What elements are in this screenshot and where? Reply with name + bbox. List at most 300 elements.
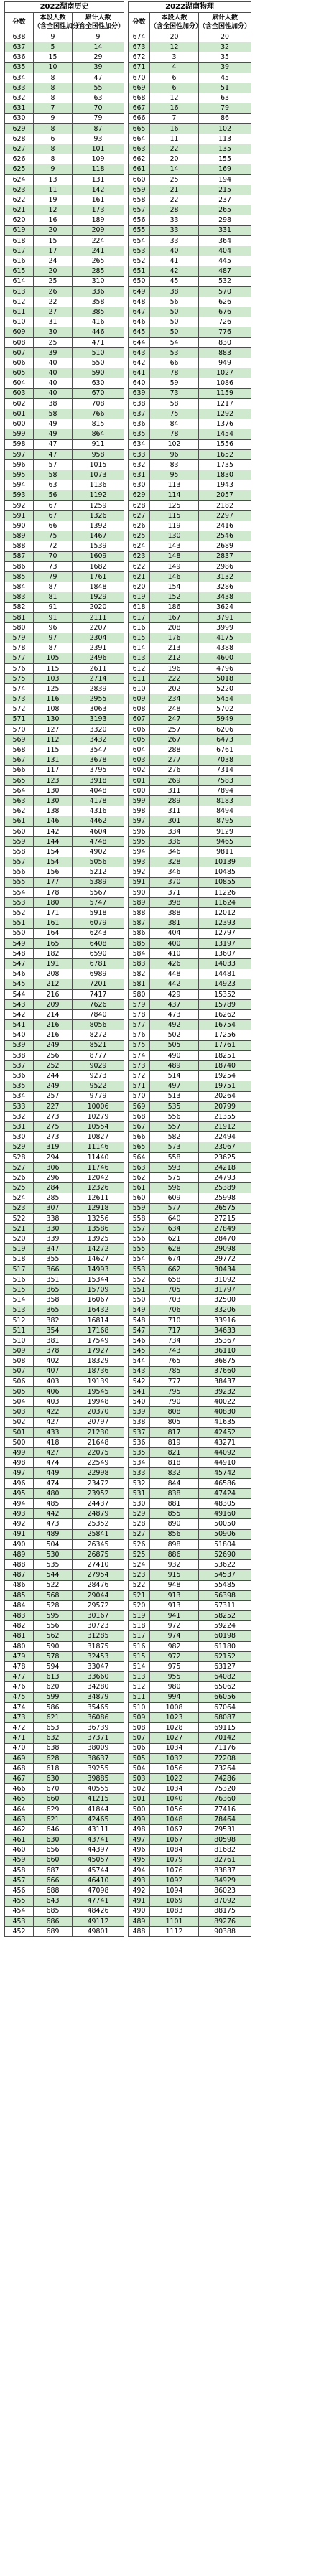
physics-score-cell: 535: [129, 1448, 150, 1458]
history-count-cell: 474: [34, 1478, 73, 1488]
history-score-cell: 583: [5, 592, 34, 602]
right-margin: [251, 785, 330, 795]
right-margin: [251, 592, 330, 602]
physics-score-cell: 519: [129, 1611, 150, 1621]
table-row: [5, 276, 330, 286]
history-cum-cell: 30167: [73, 1611, 124, 1621]
history-cum-cell: 42465: [73, 1814, 124, 1824]
physics-cum-cell: 81682: [199, 1845, 251, 1855]
right-margin: [251, 1814, 330, 1824]
physics-score-cell: 626: [129, 521, 150, 531]
physics-cum-cell: 39: [199, 62, 251, 73]
history-cum-cell: 7626: [73, 999, 124, 1009]
physics-count-cell: 16: [150, 103, 199, 113]
right-margin: [251, 826, 330, 836]
history-count-cell: 57: [34, 459, 73, 470]
physics-count-cell: 490: [150, 1050, 199, 1060]
history-count-cell: 146: [34, 816, 73, 826]
right-margin: [251, 368, 330, 378]
history-count-cell: 442: [34, 1509, 73, 1519]
physics-count-cell: 4: [150, 62, 199, 73]
physics-count-cell: 289: [150, 796, 199, 806]
physics-count-cell: 706: [150, 1305, 199, 1315]
physics-count-cell: 73: [150, 388, 199, 398]
history-count-cell: 227: [34, 1101, 73, 1111]
right-margin: [251, 714, 330, 724]
history-count-cell: 427: [34, 1417, 73, 1427]
table-row: [5, 225, 330, 235]
physics-cum-cell: 20799: [199, 1101, 251, 1111]
history-score-cell: 622: [5, 195, 34, 205]
history-score-cell: 606: [5, 358, 34, 368]
table-row: [5, 551, 330, 561]
physics-score-cell: 488: [129, 1926, 150, 1936]
history-count-cell: 25: [34, 276, 73, 286]
score-rows: [5, 32, 330, 1937]
history-cum-cell: 815: [73, 419, 124, 429]
history-count-cell: 638: [34, 1743, 73, 1753]
physics-score-cell: 665: [129, 123, 150, 134]
history-cum-cell: 2304: [73, 633, 124, 643]
physics-cum-cell: 532: [199, 276, 251, 286]
physics-count-cell: 972: [150, 1651, 199, 1661]
history-count-cell: 20: [34, 266, 73, 276]
physics-score-cell: 597: [129, 816, 150, 826]
physics-score-cell: 646: [129, 317, 150, 327]
right-margin: [251, 1855, 330, 1865]
history-cum-cell: 20370: [73, 1407, 124, 1417]
history-score-cell: 550: [5, 928, 34, 938]
history-cum-cell: 6989: [73, 969, 124, 979]
history-score-cell: 537: [5, 1060, 34, 1070]
physics-score-cell: 666: [129, 113, 150, 123]
history-cum-cell: 1467: [73, 531, 124, 541]
table-row: [5, 235, 330, 246]
physics-score-cell: 513: [129, 1672, 150, 1682]
right-margin: [251, 1560, 330, 1570]
physics-cum-cell: 2182: [199, 500, 251, 510]
history-score-cell: 526: [5, 1173, 34, 1183]
physics-count-cell: 152: [150, 592, 199, 602]
physics-cum-cell: 570: [199, 286, 251, 297]
history-cum-cell: 15344: [73, 1274, 124, 1284]
right-margin: [251, 633, 330, 643]
right-margin: [251, 531, 330, 541]
physics-cum-cell: 40830: [199, 1407, 251, 1417]
history-count-cell: 40: [34, 378, 73, 388]
history-count-cell: 38: [34, 398, 73, 409]
physics-score-cell: 504: [129, 1763, 150, 1773]
physics-count-cell: 941: [150, 1611, 199, 1621]
history-count-cell: 208: [34, 969, 73, 979]
right-margin: [251, 1763, 330, 1773]
history-score-cell: 527: [5, 1162, 34, 1172]
physics-cum-cell: 2689: [199, 541, 251, 551]
history-score-cell: 568: [5, 745, 34, 755]
history-cum-cell: 29044: [73, 1590, 124, 1600]
history-score-cell: 472: [5, 1723, 34, 1733]
table-row: [5, 337, 330, 347]
physics-count-cell: 505: [150, 1040, 199, 1050]
physics-cum-cell: 8494: [199, 806, 251, 816]
right-margin: [251, 419, 330, 429]
physics-score-cell: 495: [129, 1855, 150, 1865]
physics-count-cell: 346: [150, 847, 199, 857]
physics-count-cell: 119: [150, 521, 199, 531]
physics-count-cell: 821: [150, 1448, 199, 1458]
history-count-cell: 646: [34, 1825, 73, 1835]
right-margin: [251, 1010, 330, 1020]
history-count-cell: 613: [34, 1672, 73, 1682]
history-score-cell: 456: [5, 1886, 34, 1896]
physics-count-cell: 143: [150, 541, 199, 551]
right-margin: [251, 2, 330, 13]
physics-cum-cell: 14481: [199, 969, 251, 979]
history-score-cell: 553: [5, 897, 34, 907]
physics-count-cell: 705: [150, 1285, 199, 1295]
physics-score-cell: 510: [129, 1702, 150, 1712]
right-margin: [251, 1784, 330, 1794]
history-score-cell: 599: [5, 429, 34, 439]
history-score-cell: 482: [5, 1621, 34, 1631]
history-count-cell: 666: [34, 1875, 73, 1885]
history-cum-cell: 29: [73, 52, 124, 62]
physics-score-cell: 633: [129, 449, 150, 459]
history-count-cell: 628: [34, 1753, 73, 1763]
history-cum-cell: 41215: [73, 1794, 124, 1804]
physics-score-cell: 516: [129, 1641, 150, 1651]
history-score-cell: 545: [5, 979, 34, 989]
physics-cum-cell: 135: [199, 144, 251, 154]
physics-score-cell: 629: [129, 490, 150, 500]
right-margin: [251, 1723, 330, 1733]
history-count-cell: 382: [34, 1315, 73, 1325]
history-count-cell: 8: [34, 123, 73, 134]
physics-score-cell: 518: [129, 1621, 150, 1631]
table-row: [5, 1071, 330, 1081]
history-cum-cell: 13925: [73, 1234, 124, 1244]
history-cum-cell: 3918: [73, 775, 124, 785]
physics-count-cell: 674: [150, 1254, 199, 1264]
physics-count-cell: 398: [150, 897, 199, 907]
physics-count-cell: 777: [150, 1376, 199, 1386]
right-margin: [251, 1244, 330, 1254]
physics-cum-cell: 41635: [199, 1417, 251, 1427]
table-row: [5, 602, 330, 612]
history-cum-cell: 22998: [73, 1468, 124, 1478]
right-margin: [251, 1203, 330, 1213]
table-row: [5, 989, 330, 999]
history-cum-cell: 161: [73, 195, 124, 205]
right-margin: [251, 1142, 330, 1152]
physics-count-cell: 113: [150, 480, 199, 490]
history-score-cell: 499: [5, 1448, 34, 1458]
history-count-cell: 630: [34, 1774, 73, 1784]
physics-cum-cell: 9465: [199, 836, 251, 846]
physics-cum-cell: 265: [199, 205, 251, 215]
physics-count-cell: 1034: [150, 1784, 199, 1794]
history-count-cell: 27: [34, 307, 73, 317]
physics-count-cell: 634: [150, 1223, 199, 1233]
history-score-cell: 488: [5, 1560, 34, 1570]
physics-cum-cell: 18251: [199, 1050, 251, 1060]
right-margin: [251, 1183, 330, 1193]
table-row: [5, 73, 330, 83]
history-cum-cell: 21648: [73, 1437, 124, 1447]
physics-count-cell: 1040: [150, 1794, 199, 1804]
physics-count-cell: 765: [150, 1356, 199, 1366]
physics-cum-cell: 79531: [199, 1825, 251, 1835]
table-row: [5, 388, 330, 398]
physics-count-cell: 886: [150, 1549, 199, 1559]
history-count-cell: 47: [34, 449, 73, 459]
right-margin: [251, 13, 330, 32]
history-score-cell: 476: [5, 1682, 34, 1692]
right-margin: [251, 928, 330, 938]
right-margin: [251, 1896, 330, 1906]
right-margin: [251, 1712, 330, 1722]
history-score-cell: 557: [5, 857, 34, 867]
history-score-cell: 536: [5, 1071, 34, 1081]
table-row: [5, 1611, 330, 1621]
right-margin: [251, 225, 330, 235]
history-cum-cell: 26875: [73, 1549, 124, 1559]
physics-cum-cell: 35: [199, 52, 251, 62]
physics-cum-cell: 1159: [199, 388, 251, 398]
history-cum-cell: 189: [73, 215, 124, 225]
history-score-cell: 496: [5, 1478, 34, 1488]
physics-score-cell: 612: [129, 663, 150, 673]
physics-cum-cell: 830: [199, 337, 251, 347]
right-margin: [251, 1488, 330, 1498]
right-margin: [251, 612, 330, 622]
history-count-cell: 595: [34, 1611, 73, 1621]
physics-score-cell: 499: [129, 1814, 150, 1824]
history-count-cell: 171: [34, 908, 73, 918]
physics-cum-cell: 2837: [199, 551, 251, 561]
physics-cum-cell: 90388: [199, 1926, 251, 1936]
table-row: [5, 1254, 330, 1264]
physics-count-cell: 1032: [150, 1753, 199, 1763]
physics-score-cell: 512: [129, 1682, 150, 1692]
history-count-cell: 164: [34, 928, 73, 938]
history-score-cell: 629: [5, 123, 34, 134]
physics-score-cell: 628: [129, 500, 150, 510]
physics-count-cell: 819: [150, 1437, 199, 1447]
table-row: [5, 582, 330, 592]
table-row: [5, 1030, 330, 1040]
table-row: [5, 1580, 330, 1590]
physics-cum-cell: 7314: [199, 765, 251, 775]
history-cum-cell: 45057: [73, 1855, 124, 1865]
history-score-cell: 517: [5, 1264, 34, 1274]
history-count-cell: 339: [34, 1234, 73, 1244]
physics-score-cell: 528: [129, 1519, 150, 1529]
table-row: [5, 1825, 330, 1835]
right-margin: [251, 1865, 330, 1875]
right-margin: [251, 1529, 330, 1539]
right-margin: [251, 918, 330, 928]
right-margin: [251, 449, 330, 459]
history-count-cell: 67: [34, 510, 73, 521]
physics-count-cell: 448: [150, 969, 199, 979]
physics-count-cell: 54: [150, 337, 199, 347]
history-count-cell: 58: [34, 409, 73, 419]
history-score-cell: 628: [5, 134, 34, 144]
right-margin: [251, 409, 330, 419]
history-cum-cell: 3063: [73, 704, 124, 714]
right-margin: [251, 1101, 330, 1111]
history-cum-cell: 70: [73, 103, 124, 113]
right-margin: [251, 154, 330, 164]
right-margin: [251, 1458, 330, 1468]
physics-count-cell: 640: [150, 1213, 199, 1223]
physics-cum-cell: 27849: [199, 1223, 251, 1233]
history-count-cell: 688: [34, 1886, 73, 1896]
history-score-cell: 535: [5, 1081, 34, 1091]
right-margin: [251, 215, 330, 225]
physics-score-cell: 631: [129, 470, 150, 480]
physics-count-cell: 28: [150, 205, 199, 215]
right-margin: [251, 1621, 330, 1631]
history-count-cell: 130: [34, 785, 73, 795]
history-cum-cell: 10279: [73, 1111, 124, 1121]
history-cum-cell: 3547: [73, 745, 124, 755]
history-count-cell: 407: [34, 1366, 73, 1376]
table-row: [5, 1672, 330, 1682]
history-count-cell: 244: [34, 1071, 73, 1081]
table-row: [5, 347, 330, 358]
right-margin: [251, 1223, 330, 1233]
history-count-cell: 25: [34, 337, 73, 347]
physics-score-cell: 542: [129, 1376, 150, 1386]
history-score-cell: 457: [5, 1875, 34, 1885]
history-count-header-line1: 本段人数: [40, 14, 66, 22]
history-score-cell: 574: [5, 684, 34, 694]
physics-count-cell: 6: [150, 73, 199, 83]
physics-cum-cell: 25389: [199, 1183, 251, 1193]
physics-score-cell: 608: [129, 704, 150, 714]
history-score-cell: 479: [5, 1651, 34, 1661]
history-count-cell: 67: [34, 500, 73, 510]
physics-count-cell: 56: [150, 297, 199, 307]
physics-score-cell: 663: [129, 144, 150, 154]
right-margin: [251, 1662, 330, 1672]
physics-score-cell: 566: [129, 1132, 150, 1142]
history-score-cell: 500: [5, 1437, 34, 1447]
right-margin: [251, 1916, 330, 1926]
physics-cum-cell: 77416: [199, 1804, 251, 1814]
physics-count-cell: 818: [150, 1458, 199, 1468]
table-row: [5, 470, 330, 480]
physics-count-cell: 66: [150, 358, 199, 368]
history-count-cell: 58: [34, 470, 73, 480]
history-count-cell: 130: [34, 714, 73, 724]
physics-cum-cell: 16262: [199, 1010, 251, 1020]
table-row: [5, 358, 330, 368]
physics-score-cell: 638: [129, 398, 150, 409]
table-row: [5, 1020, 330, 1030]
table-row: [5, 1753, 330, 1763]
right-margin: [251, 1346, 330, 1356]
table-row: [5, 1213, 330, 1223]
history-cum-cell: 24437: [73, 1499, 124, 1509]
physics-score-cell: 625: [129, 531, 150, 541]
right-margin: [251, 1611, 330, 1621]
right-margin: [251, 938, 330, 948]
history-score-cell: 637: [5, 42, 34, 52]
table-row: [5, 1641, 330, 1651]
history-score-cell: 529: [5, 1142, 34, 1152]
table-row: [5, 959, 330, 969]
history-score-cell: 471: [5, 1733, 34, 1743]
right-margin: [251, 1570, 330, 1580]
right-margin: [251, 1274, 330, 1284]
physics-score-cell: 505: [129, 1753, 150, 1763]
history-count-cell: 599: [34, 1692, 73, 1702]
table-row: [5, 1122, 330, 1132]
history-cum-cell: 1015: [73, 459, 124, 470]
history-cum-cell: 22549: [73, 1458, 124, 1468]
physics-cum-cell: 6206: [199, 724, 251, 734]
history-count-cell: 256: [34, 1050, 73, 1060]
history-count-cell: 191: [34, 959, 73, 969]
physics-count-cell: 429: [150, 989, 199, 999]
physics-count-cell: 473: [150, 1010, 199, 1020]
physics-count-cell: 717: [150, 1325, 199, 1335]
right-margin: [251, 1366, 330, 1376]
history-cum-cell: 7417: [73, 989, 124, 999]
history-cum-cell: 10006: [73, 1101, 124, 1111]
physics-count-cell: 22: [150, 195, 199, 205]
history-count-cell: 63: [34, 480, 73, 490]
physics-count-cell: 115: [150, 510, 199, 521]
physics-score-cell: 630: [129, 480, 150, 490]
history-score-cell: 455: [5, 1896, 34, 1906]
table-row: [5, 1152, 330, 1162]
history-count-cell: 216: [34, 1020, 73, 1030]
history-count-cell: 252: [34, 1060, 73, 1070]
physics-score-cell: 650: [129, 276, 150, 286]
history-count-cell: 653: [34, 1723, 73, 1733]
table-row: [5, 1376, 330, 1386]
physics-count-cell: 328: [150, 857, 199, 867]
history-cum-cell: 3678: [73, 755, 124, 765]
history-score-cell: 454: [5, 1906, 34, 1916]
table-row: [5, 439, 330, 449]
history-cum-cell: 16432: [73, 1305, 124, 1315]
history-cum-cell: 2955: [73, 694, 124, 704]
physics-cum-cell: 54537: [199, 1570, 251, 1580]
physics-cum-cell: 42452: [199, 1427, 251, 1437]
table-row: [5, 1519, 330, 1529]
physics-cum-cell: 404: [199, 246, 251, 256]
history-score-cell: 616: [5, 256, 34, 266]
history-count-cell: 17: [34, 246, 73, 256]
physics-count-cell: 1028: [150, 1723, 199, 1733]
history-cum-cell: 131: [73, 174, 124, 185]
right-margin: [251, 1448, 330, 1458]
physics-count-cell: 658: [150, 1274, 199, 1284]
physics-cum-cell: 21355: [199, 1111, 251, 1121]
physics-count-cell: 247: [150, 714, 199, 724]
physics-count-cell: 513: [150, 1091, 199, 1101]
history-count-cell: 30: [34, 327, 73, 337]
physics-cum-cell: 71176: [199, 1743, 251, 1753]
physics-cum-cell: 69115: [199, 1723, 251, 1733]
history-count-cell: 105: [34, 653, 73, 663]
physics-cum-cell: 2546: [199, 531, 251, 541]
